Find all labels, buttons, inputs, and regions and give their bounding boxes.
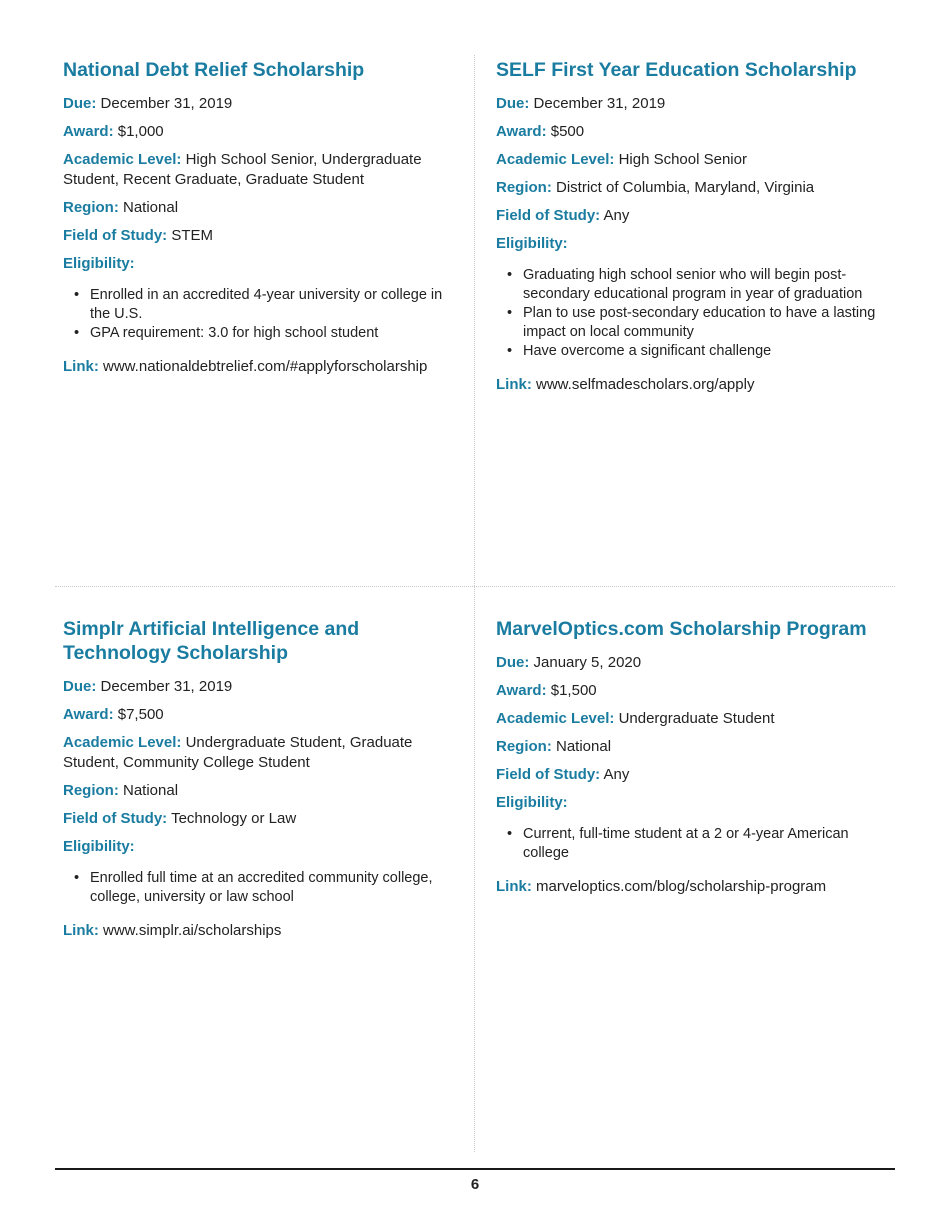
field-of-study-label: Field of Study: [63, 227, 168, 244]
award-label: Award: [496, 682, 547, 699]
award-field [63, 122, 458, 142]
region-label: Region: [63, 199, 119, 216]
link-field [496, 877, 891, 897]
scholarship-link[interactable]: www.nationaldebtrelief.com/#applyforscholarship [103, 358, 428, 375]
field-of-study-value: Any [603, 766, 630, 783]
field-of-study-value: Technology or Law [171, 810, 297, 827]
link-field [63, 357, 458, 377]
footer-rule [55, 1168, 895, 1170]
eligibility-heading: Eligibility: [63, 838, 135, 855]
link-field [496, 375, 891, 395]
region-value: National [556, 738, 612, 755]
eligibility-item: • Have overcome a significant challenge [523, 342, 891, 361]
academic-level-value: High School Senior, Undergraduate Student, Recent Graduate, Graduate Student [63, 151, 422, 188]
scholarship-title: SELF First Year Education Scholarship [496, 59, 857, 81]
field-of-study-label: Field of Study: [496, 766, 601, 783]
eligibility-item: • Enrolled in an accredited 4-year university or college in the U.S. [90, 286, 458, 324]
region-label: Region: [496, 179, 552, 196]
scholarship-link[interactable]: www.simplr.ai/scholarships [103, 922, 282, 939]
academic-level-field [63, 150, 458, 190]
due-field [496, 94, 891, 114]
scholarship-link[interactable]: marveloptics.com/blog/scholarship-program [536, 878, 827, 895]
field-of-study-value: STEM [171, 227, 214, 244]
eligibility-list [496, 266, 891, 361]
due-field [496, 653, 891, 673]
award-label: Award: [63, 706, 114, 723]
due-value: December 31, 2019 [100, 678, 233, 695]
eligibility-item: • Current, full-time student at a 2 or 4-year American college [523, 825, 891, 863]
eligibility-item: • Graduating high school senior who will begin post-secondary educational program in year of graduation [523, 266, 891, 304]
field-of-study-field [496, 206, 891, 226]
eligibility-list [496, 825, 891, 863]
region-field [63, 198, 458, 218]
field-of-study-value: Any [603, 207, 630, 224]
academic-level-label: Academic Level: [63, 734, 182, 751]
award-value: $7,500 [117, 706, 164, 723]
award-label: Award: [63, 123, 114, 140]
link-label: Link: [496, 878, 532, 895]
eligibility-heading: Eligibility: [63, 255, 135, 272]
eligibility-item: • Enrolled full time at an accredited community college, college, university or law school [90, 869, 458, 907]
region-value: National [123, 199, 179, 216]
eligibility-list [63, 869, 458, 907]
eligibility-item: • Plan to use post-secondary education to have a lasting impact on local community [523, 304, 891, 342]
due-label: Due: [496, 654, 530, 671]
scholarship-title: National Debt Relief Scholarship [63, 59, 365, 81]
region-field [496, 178, 891, 198]
region-label: Region: [496, 738, 552, 755]
link-label: Link: [63, 922, 99, 939]
due-value: January 5, 2020 [533, 654, 642, 671]
link-field [63, 921, 458, 941]
eligibility-item: • GPA requirement: 3.0 for high school student [90, 324, 458, 343]
eligibility-heading: Eligibility: [496, 235, 568, 252]
eligibility-heading: Eligibility: [496, 794, 568, 811]
academic-level-field [496, 709, 891, 729]
eligibility-list [63, 286, 458, 343]
field-of-study-field [496, 765, 891, 785]
field-of-study-label: Field of Study: [496, 207, 601, 224]
academic-level-value: Undergraduate Student, Graduate Student, Community College Student [63, 734, 413, 771]
due-value: December 31, 2019 [100, 95, 233, 112]
region-value: District of Columbia, Maryland, Virginia [556, 179, 815, 196]
field-of-study-field [63, 809, 458, 829]
academic-level-label: Academic Level: [496, 151, 615, 168]
scholarship-title: MarvelOptics.com Scholarship Program [496, 618, 867, 640]
scholarship-title: Simplr Artificial Intelligence and Technology Scholarship [63, 618, 360, 664]
field-of-study-label: Field of Study: [63, 810, 168, 827]
academic-level-label: Academic Level: [63, 151, 182, 168]
award-field [496, 122, 891, 142]
scholarship-card-marveloptics [496, 617, 891, 905]
academic-level-label: Academic Level: [496, 710, 615, 727]
scholarship-link[interactable]: www.selfmadescholars.org/apply [536, 376, 755, 393]
link-label: Link: [496, 376, 532, 393]
column-divider [474, 55, 475, 1152]
scholarship-card-national-debt-relief [63, 58, 458, 385]
scholarship-card-simplr-ai [63, 617, 458, 949]
award-label: Award: [496, 123, 547, 140]
region-label: Region: [63, 782, 119, 799]
region-value: National [123, 782, 179, 799]
award-value: $500 [550, 123, 585, 140]
region-field [496, 737, 891, 757]
due-label: Due: [496, 95, 530, 112]
award-field [63, 705, 458, 725]
page-number: 6 [470, 1176, 480, 1193]
award-value: $1,000 [117, 123, 164, 140]
due-field [63, 677, 458, 697]
due-value: December 31, 2019 [533, 95, 666, 112]
row-divider [55, 586, 895, 587]
field-of-study-field [63, 226, 458, 246]
due-field [63, 94, 458, 114]
award-value: $1,500 [550, 682, 597, 699]
scholarship-card-self-first-year [496, 58, 891, 403]
due-label: Due: [63, 95, 97, 112]
academic-level-value: Undergraduate Student [618, 710, 775, 727]
academic-level-value: High School Senior [618, 151, 747, 168]
academic-level-field [63, 733, 458, 773]
link-label: Link: [63, 358, 99, 375]
award-field [496, 681, 891, 701]
region-field [63, 781, 458, 801]
due-label: Due: [63, 678, 97, 695]
academic-level-field [496, 150, 891, 170]
